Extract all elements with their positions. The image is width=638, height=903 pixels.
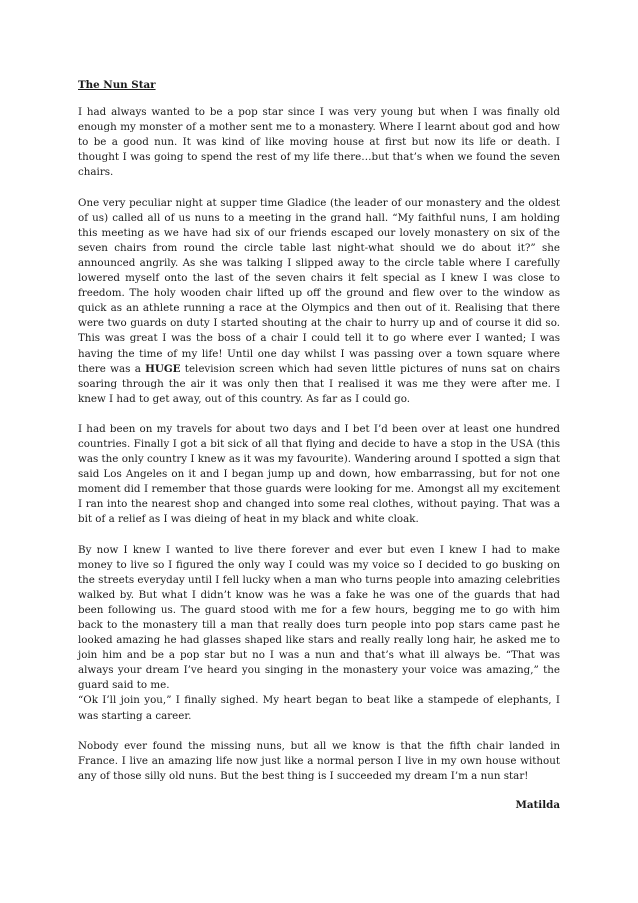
story-paragraph-3: I had been on my travels for about two days and I bet I’d been over at least one hundred countries. Finally I got a bit sick of all that flying and decide to have a stop in the USA (this was the only country I knew as it was my favourite). Wandering around I spotted a sign that said Los Angeles on it and I began jump up and down, how embarrassing, but for not one moment did I remember that those guards were looking for me. Amongst all my excitement I ran into the nearest shop and changed into some real clothes, without paying. That was a bit of a relief as I was dieing of heat in my black and white cloak.: [78, 422, 560, 526]
story-paragraph-2-text-before: One very peculiar night at supper time Gladice (the leader of our monastery and the oldest of us) called all of us nuns to a meeting in the grand hall. “My faithful nuns, I am holding this meeting as we have had six of our friends escaped our lovely monastery on six of the seven chairs from round the circle table last night-what should we do about it?” she announced angrily. As she was talking I slipped away to the circle table where I carefully lowered myself onto the last of the seven chairs it felt special as I knew I was close to freedom. The holy wooden chair lifted up off the ground and flew over to the window as quick as an athlete running a race at the Olympics and then out of it. Realising that there were two guards on duty I started shouting at the chair to hurry up and of course it did so. This was great I was the boss of a chair I could tell it to go where ever I wanted; I was having the time of my life! Until one day whilst I was passing over a town square where there was a: [78, 196, 560, 375]
document-body: [78, 78, 560, 813]
story-paragraph-4: By now I knew I wanted to live there forever and ever but even I knew I had to make money to live so I figured the only way I could was my voice so I decided to go busking on the streets everyday until I fell lucky when a man who turns people into amazing celebrities walked by. But what I didn’t know was he was a fake he was one of the guards that had been following us. The guard stood with me for a few hours, begging me to go with him back to the monastery till a man that really does turn people into pop stars came past he looked amazing he had glasses shaped like stars and really really long hair, he asked me to join him and be a pop star but no I was a nun and that’s what ill always be. “That was always your dream I’ve heard you singing in the monastery your voice was amazing,” the guard said to me.: [78, 543, 560, 692]
author-signature: Matilda: [515, 798, 560, 811]
story-title: The Nun Star: [78, 79, 156, 91]
story-paragraph-1: I had always wanted to be a pop star since I was very young but when I was finally old enough my monster of a mother sent me to a monastery. Where I learnt about god and how to be a good nun. It was kind of like moving house at first but now its life or death. I thought I was going to spend the rest of my life there…but that’s when we found the seven chairs.: [78, 106, 560, 179]
story-paragraph-2: [78, 196, 560, 407]
story-paragraph-6: Nobody ever found the missing nuns, but all we know is that the fifth chair landed in France. I live an amazing life now just like a normal person I live in my own house without any of those silly old nuns. But the best thing is I succeeded my dream I’m a nun star!: [78, 739, 560, 782]
story-paragraph-2-text-after: television screen which had seven little pictures of nuns sat on chairs soaring through the air it was only then that I realised it was me they were after me. I knew I had to get away, out of this country. As far as I could go.: [78, 362, 561, 405]
emphasis-huge: HUGE: [145, 362, 181, 375]
story-paragraph-5: “Ok I’ll join you,” I finally sighed. My heart began to beat like a stampede of elephants, I was starting a career.: [78, 694, 560, 722]
